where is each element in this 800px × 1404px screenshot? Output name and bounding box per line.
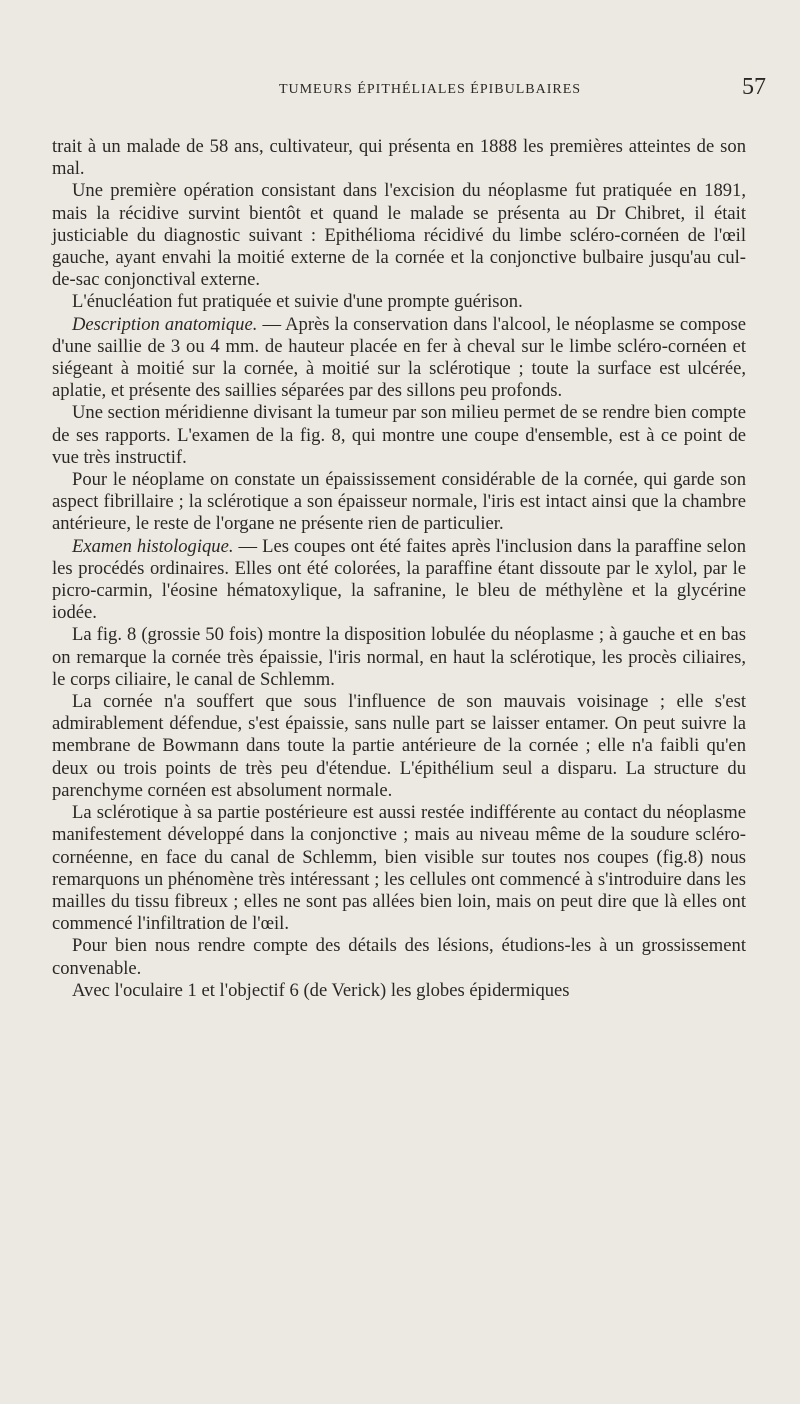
body-text	[52, 136, 746, 1002]
page-number: 57	[742, 74, 766, 100]
running-title: TUMEURS ÉPITHÉLIALES ÉPIBULBAIRES	[278, 82, 582, 97]
paragraph-1: trait à un malade de 58 ans, cultivateur, qui présenta en 1888 les premières atteintes de son mal.	[52, 136, 746, 180]
paragraph-2: Une première opération consistant dans l'excision du néoplasme fut pratiquée en 1891, mais la récidive survint bientôt et quand le malade se présenta au Dr Chibret, il était justiciable du diagnostic suivant : Epithélioma récidivé du limbe scléro-cornéen de l'œil gauche, ayant envahi la moitié externe de la cornée et la conjonctive bulbaire jusqu'au cul-de-sac conjonctival externe.	[52, 180, 746, 291]
paragraph-12: Avec l'oculaire 1 et l'objectif 6 (de Verick) les globes épidermiques	[72, 979, 570, 1001]
section-heading-histology: Examen histologique.	[72, 535, 234, 557]
section-heading-description: Description anatomique.	[72, 313, 258, 335]
paragraph-11: Pour bien nous rendre compte des détails des lésions, étudions-les à un grossissement convenable.	[52, 935, 746, 979]
paragraph-10: La sclérotique à sa partie postérieure est aussi restée indifférente au contact du néoplasme manifestement développé dans la conjonctive ; mais au niveau même de la soudure scléro-cornéenne, en face du canal de Schlemm, bien visible sur toutes nos coupes (fig.8) nous remarquons un phénomène très intéressant ; les cellules ont commencé à s'introduire dans les mailles du tissu fibreux ; elles ne sont pas allées bien loin, mais on peut dire que là elles ont commencé l'infiltration de l'œil.	[52, 802, 746, 935]
paragraph-4: Description anatomique. — Après la conservation dans l'alcool, le néoplasme se compose d'une saillie de 3 ou 4 mm. de hauteur placée en fer à cheval sur le limbe scléro-cornéen et siégeant à moitié sur la cornée, à moitié sur la sclérotique ; toute la surface est ulcérée, aplatie, et présente des saillies séparées par des sillons peu profonds.	[52, 313, 746, 402]
paragraph-8: La fig. 8 (grossie 50 fois) montre la disposition lobulée du néoplasme ; à gauche et en bas on remarque la cornée très épaissie, l'iris normal, en haut la sclérotique, les procès ciliaires, le corps ciliaire, le canal de Schlemm.	[52, 624, 746, 690]
paragraph-3: L'énucléation fut pratiquée et suivie d'une prompte guérison.	[72, 291, 523, 313]
paragraph-9: La cornée n'a souffert que sous l'influence de son mauvais voisinage ; elle s'est admirablement défendue, s'est épaissie, sans nulle part se laisser entamer. On peut suivre la membrane de Bowmann dans toute la partie antérieure de la cornée ; elle n'a faibli qu'en deux ou trois points de très peu d'étendue. L'épithélium seul a disparu. La structure du parenchyme cornéen est absolument normale.	[52, 691, 746, 801]
paragraph-5: Une section méridienne divisant la tumeur par son milieu permet de se rendre bien compte de ses rapports. L'examen de la fig. 8, qui montre une coupe d'ensemble, est à ce point de vue très instructif.	[52, 402, 746, 468]
running-header	[120, 82, 740, 98]
paragraph-6: Pour le néoplame on constate un épaississement considérable de la cornée, qui garde son aspect fibrillaire ; la sclérotique a son épaisseur normale, l'iris est intact ainsi que la chambre antérieure, le reste de l'organe ne présente rien de particulier.	[52, 469, 746, 535]
paragraph-7: Examen histologique. — Les coupes ont été faites après l'inclusion dans la paraffine selon les procédés ordinaires. Elles ont été colorées, la paraffine étant dissoute par le xylol, par le picro-carmin, l'éosine hématoxylique, la safranine, le bleu de méthylène et la glycérine iodée.	[52, 535, 746, 624]
